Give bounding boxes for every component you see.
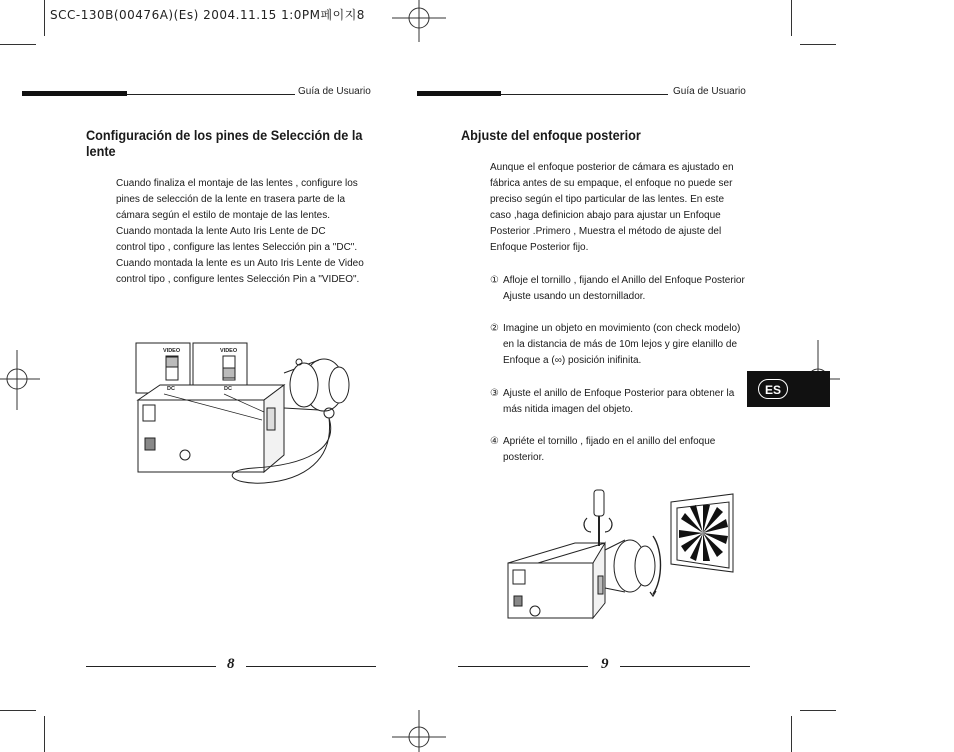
right-page-number: 9 xyxy=(601,656,609,672)
right-footer-rule-left xyxy=(458,666,588,667)
left-body-line: Cuando montada la lente Auto Iris Lente de DC xyxy=(116,226,326,237)
left-header-bar xyxy=(22,91,127,96)
language-tab xyxy=(747,371,830,407)
left-title-line-2: lente xyxy=(86,144,116,159)
right-header-label: Guía de Usuario xyxy=(673,86,746,97)
registration-mark-bottom xyxy=(392,710,446,752)
intro-line: caso ,haga definicion abajo para ajustar un Enfoque xyxy=(490,210,721,221)
intro-line: Posterior .Primero , Muestra el método de ajuste del xyxy=(490,226,722,237)
left-footer-rule-right xyxy=(246,666,376,667)
intro-line: Enfoque Posterior fijo. xyxy=(490,242,589,253)
step-line: posterior. xyxy=(503,452,545,463)
printer-slug: SCC-130B(00476A)(Es) 2004.11.15 1:0PM페이지8 xyxy=(50,8,365,22)
right-header-bar xyxy=(417,91,501,96)
step-line: Afloje el tornillo , fijando el Anillo del Enfoque Posterior xyxy=(503,275,745,286)
right-header-rule xyxy=(501,94,668,95)
intro-line: preciso según el tipo particular de las lentes. En este xyxy=(490,194,725,205)
video-label-2: VIDEO xyxy=(220,348,238,354)
left-body-line: cámara según el estilo de montaje de las lentes. xyxy=(116,210,331,221)
left-page-number: 8 xyxy=(227,656,235,672)
camera-lens-switch-illustration xyxy=(134,340,364,510)
step-line: más nitida imagen del objeto. xyxy=(503,404,634,415)
left-header-rule xyxy=(127,94,295,95)
left-body-line: pines de selección de la lente en trasera parte de la xyxy=(116,194,346,205)
step-marker: ① xyxy=(490,275,499,286)
video-label-1: VIDEO xyxy=(163,348,181,354)
left-body-line: Cuando montada la lente es un Auto Iris Lente de Video xyxy=(116,258,364,269)
step-line: Ajuste usando un destornillador. xyxy=(503,291,646,302)
intro-line: Aunque el enfoque posterior de cámara es ajustado en xyxy=(490,162,734,173)
left-title-line-1: Configuración de los pines de Selección de la xyxy=(86,128,363,143)
step-line: Imagine un objeto en movimiento (con check modelo) xyxy=(503,323,741,334)
left-body-line: Cuando finaliza el montaje de las lentes , configure los xyxy=(116,178,358,189)
step-line: Apriéte el tornillo , fijado en el anillo del enfoque xyxy=(503,436,716,447)
step-marker: ② xyxy=(490,323,499,334)
step-line: en la distancia de más de 10m lejos y gire elanillo de xyxy=(503,339,738,350)
left-footer-rule-left xyxy=(86,666,216,667)
left-body-line: control tipo , configure las lentes Selección pin a "DC". xyxy=(116,242,358,253)
left-body-line: control tipo , configure lentes Selección Pin a "VIDEO". xyxy=(116,274,360,285)
registration-mark-top xyxy=(392,0,446,44)
dc-label-1: DC xyxy=(167,386,175,392)
step-line: Enfoque a (∞) posición inifinita. xyxy=(503,355,642,366)
dc-label-2: DC xyxy=(224,386,232,392)
back-focus-illustration xyxy=(505,488,740,623)
step-line: Ajuste el anillo de Enfoque Posterior para obtener la xyxy=(503,388,735,399)
right-title: Abjuste del enfoque posterior xyxy=(461,128,641,143)
right-footer-rule-right xyxy=(620,666,750,667)
step-marker: ③ xyxy=(490,388,499,399)
language-tab-label: ES xyxy=(758,379,788,399)
left-header-label: Guía de Usuario xyxy=(298,86,371,97)
registration-mark-left xyxy=(0,350,40,410)
intro-line: fábrica antes de su empaque, el enfoque no puede ser xyxy=(490,178,733,189)
step-marker: ④ xyxy=(490,436,499,447)
